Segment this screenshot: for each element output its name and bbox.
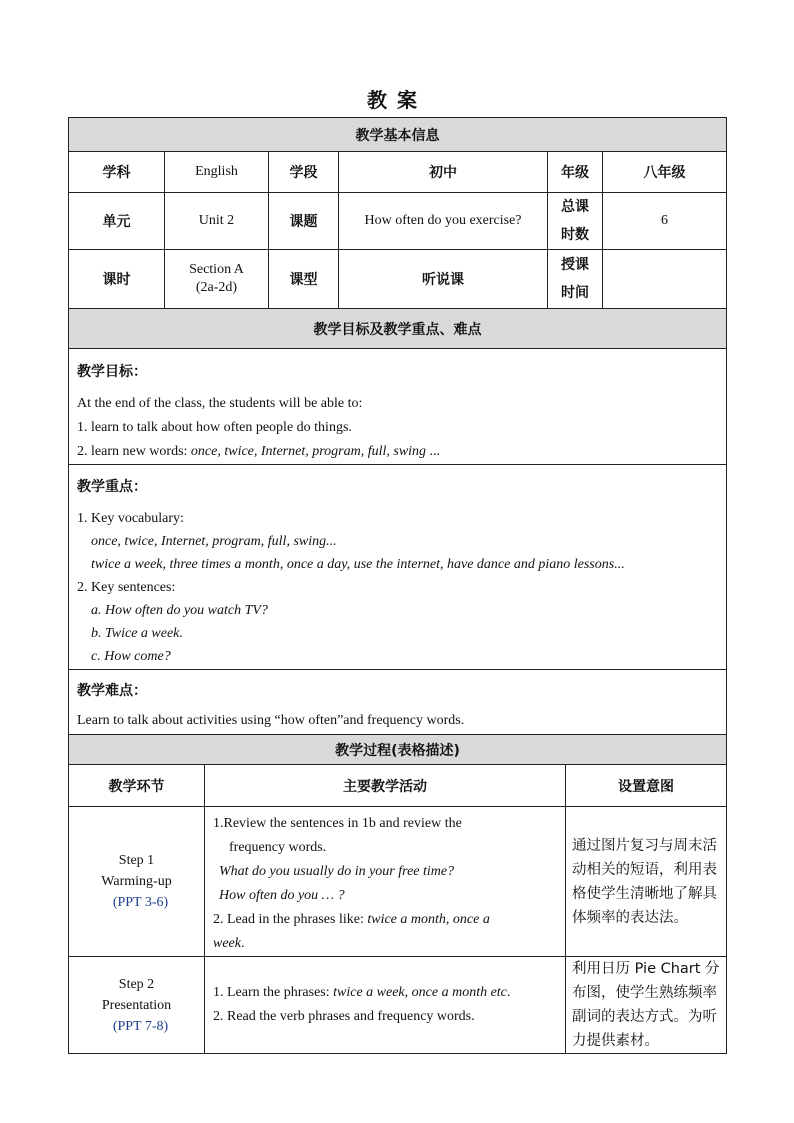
step1-activity-line5 [213, 908, 557, 932]
process-header-activity: 主要教学活动 [205, 765, 566, 807]
total-hours-value: 6 [603, 193, 727, 250]
step1-activity-line1: 1.Review the sentences in 1b and review the [213, 816, 462, 831]
step1-name-line1: Step 1 [118, 853, 155, 868]
key-line-6: b. Twice a week. [91, 626, 183, 641]
difficult-points-heading: 教学难点： [77, 683, 147, 699]
step1-activity-line4: How often do you … ? [219, 888, 345, 903]
step1-name-line2: Warming-up [101, 874, 172, 889]
goals-line-3-suffix: ... [426, 444, 441, 459]
stage-value: 初中 [339, 152, 548, 193]
difficult-points-box [69, 670, 727, 737]
step1-name [69, 807, 205, 957]
grade-value: 八年级 [603, 152, 727, 193]
step2-ppt: (PPT 7-8) [112, 1018, 169, 1034]
step1-intent: 通过图片复习与周末活动相关的短语，利用表格使学生清晰地了解具体频率的表达法。 [566, 807, 727, 957]
step2-activities [205, 957, 566, 1054]
step2-activity-line1-suffix: . [506, 985, 511, 1000]
total-hours-label-line1: 总课 [561, 199, 589, 215]
goals-line-3-prefix: 2. learn new words: [77, 444, 191, 459]
document-title: 教案 [367, 88, 427, 112]
total-hours-label-line2: 时数 [561, 227, 589, 243]
section-basic-info: 教学基本信息 [69, 118, 727, 152]
step1-ppt: (PPT 3-6) [112, 895, 169, 910]
unit-label: 单元 [69, 193, 165, 250]
period-label: 课时 [69, 250, 165, 309]
key-points-box [69, 465, 727, 670]
key-line-3: twice a week, three times a month, once a day, use the internet, have dance and piano lessons... [91, 557, 625, 572]
key-line-7: c. How come? [91, 649, 171, 664]
goals-line-2: 1. learn to talk about how often people do things. [77, 420, 352, 435]
goals-line-3 [77, 440, 718, 464]
period-value-line1: Section A [189, 262, 244, 277]
step2-intent: 利用日历 Pie Chart 分布图，使学生熟练频率副词的表达方式。为听力提供素材。 [566, 957, 727, 1054]
section-process: 教学过程(表格描述) [69, 735, 727, 765]
section-objectives: 教学目标及教学重点、难点 [69, 309, 727, 349]
step1-activity-line6 [213, 932, 557, 956]
goals-line-1: At the end of the class, the students will be able to: [77, 396, 363, 411]
period-value-line2: (2a-2d) [195, 280, 238, 295]
teaching-goals-heading: 教学目标： [77, 364, 147, 380]
key-line-2: once, twice, Internet, program, full, swing... [91, 534, 337, 549]
step2-activity-line2: 2. Read the verb phrases and frequency words. [213, 1009, 475, 1024]
step2-name-line2: Presentation [101, 997, 172, 1013]
stage-label: 学段 [269, 152, 339, 193]
process-table [68, 734, 727, 1054]
subject-label: 学科 [69, 152, 165, 193]
step2-activity-line1 [213, 981, 557, 1005]
difficult-line-1: Learn to talk about activities using “how often”and frequency words. [77, 713, 465, 728]
key-line-4: 2. Key sentences: [77, 580, 176, 595]
unit-value: Unit 2 [165, 193, 269, 250]
step2-name-line1: Step 2 [118, 976, 155, 992]
teaching-goals-box [69, 349, 727, 465]
key-points-heading: 教学重点： [77, 479, 147, 495]
step1-activity-line6-suffix: . [240, 936, 245, 951]
lesson-type-value: 听说课 [339, 250, 548, 309]
period-value [165, 250, 269, 309]
topic-label: 课题 [269, 193, 339, 250]
step1-activity-line5-prefix: 2. Lead in the phrases like: [213, 912, 368, 927]
step1-activity-line2: frequency words. [229, 840, 327, 855]
objectives-table [68, 308, 727, 737]
step1-activity-line5-phrases: twice a month, once a [367, 912, 490, 927]
step2-activity-line1-phrases: twice a week, once a month etc [333, 985, 507, 1000]
process-header-step: 教学环节 [69, 765, 205, 807]
step1-activity-line3: What do you usually do in your free time? [219, 864, 455, 879]
teaching-time-label-line2: 时间 [561, 285, 589, 301]
teaching-time-label [548, 250, 603, 309]
key-line-5: a. How often do you watch TV? [91, 603, 268, 618]
lesson-type-label: 课型 [269, 250, 339, 309]
step1-activities [205, 807, 566, 957]
step2-activity-line1-prefix: 1. Learn the phrases: [213, 985, 334, 1000]
step1-activity-line6-word: week [213, 936, 241, 951]
step2-name [69, 957, 205, 1054]
goals-line-3-words: once, twice, Internet, program, full, swing [190, 444, 427, 459]
process-header-intent: 设置意图 [566, 765, 727, 807]
total-hours-label [548, 193, 603, 250]
grade-label: 年级 [548, 152, 603, 193]
key-line-1: 1. Key vocabulary: [77, 511, 184, 526]
teaching-time-label-line1: 授课 [561, 257, 589, 273]
topic-value: How often do you exercise? [339, 193, 548, 250]
basic-info-table [68, 117, 727, 309]
subject-value: English [165, 152, 269, 193]
teaching-time-value [603, 250, 727, 309]
